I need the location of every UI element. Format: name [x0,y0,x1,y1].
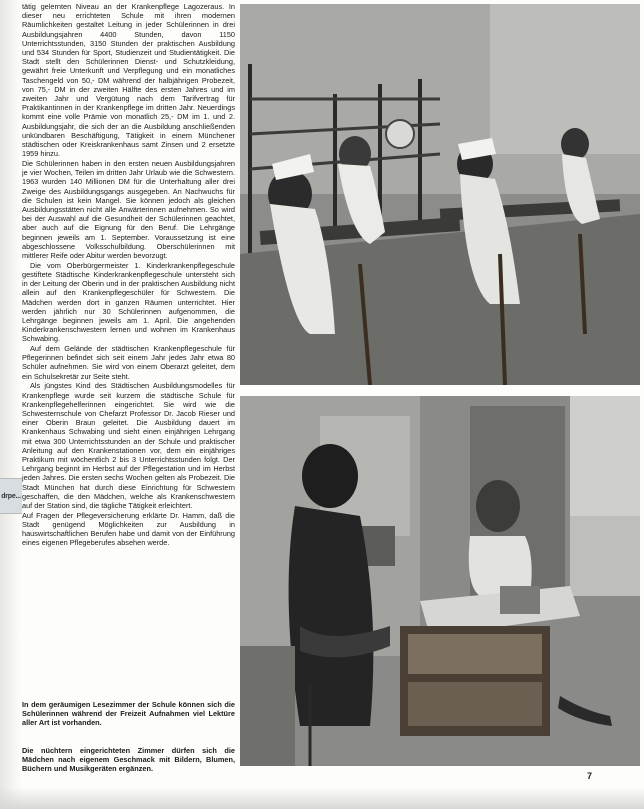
article-paragraph-5: Als jüngstes Kind des Städtischen Ausbildungsmodelles für Krankenpflege wurde seit kurzem die städtische Schule für Krankenpflegehelferinnen eingerichtet. Sie wird wie die Schwesternschule von Chefarzt Professor Dr. Jacob Rieser und einer Oberin Braun geleitet. Die Ausbildung dauert im Krankenhaus Schwabing und sieht einen einjährigen Lehrgang mit etwa 300 Unterrichtsstunden an der Schule und praktischer Anleitung auf den Krankenstationen vor, dem ein einjähriges Praktikum mit wöchentlich 2 bis 3 Unterrichtsstunden folgt. Der Lehrgang beginnt im Herbst auf der Pflegestation und im Herbst jeden Jahres. Die ersten sechs Wochen gelten als Probezeit. Die Stadt München hat durch diese Einrichtung für Schwestern geschaffen, die den Mädchen, welche als Krankenschwestern auf der Station sind, die tägliche Tätigkeit erleichtert. [22,381,235,510]
photo-caption-rooms: Die nüchtern eingerichteten Zimmer dürfen sich die Mädchen nach eigenem Geschmack mit Bildern, Blumen, Büchern und Musikgeräten ergänzen. [22,746,235,774]
neighbor-page-text: drpe... [1,492,21,500]
article-paragraph-4: Auf dem Gelände der städtischen Krankenpflegeschule für Pflegerinnen befindet sich seit einem Jahr jedes Jahr etwa 80 Schüler aufnehmen. Sie wird von einem Oberarzt geleitet, dem ein Schulsekretär zur Seite steht. [22,344,235,381]
page-bottom-shadow [0,787,644,809]
article-paragraph-3: Die vom Oberbürgermeister 1. Kinderkrankenpflegeschule gestiftete Städtische Kinderkrankenpflegeschule untersteht sich in der Leitung der Oberin und in der praktischen Ausbildung nicht allein auf den Krankenpflegeschüler für Schwestern. Die Mädchen werden dort in ganzen Räumen unterrichtet. Hier werden jährlich nur 30 Schülerinnen aufgenommen, die Lehrgänge beginnen jeweils am 1. April. Die angehenden Kinderkrankenschwestern lernen und wohnen im Krankenhaus Schwabing. [22,260,235,344]
dormitory-photo [240,396,640,766]
page-left-margin [0,0,22,809]
article-paragraph-2: Die Schülerinnen haben in den ersten neuen Ausbildungsjahren je vier Wochen, Teilen im dritten Jahr Urlaub wie die Schwestern. 1963 wurden 140 Millionen DM für die Unterhaltung aller drei Zweige des Ausbildungsgangs ausgegeben. An Nachwuchs für die Schulen ist kein Mangel. Sie können jedoch als gleichen Ausbildungsstätten nicht alle Anwärterinnen aufnehmen. So wird bei der Auswahl auf die Gesundheit der Schülerinnen geachtet, aber auch auf die Eignung für den Beruf. Die Lehrgänge beginnen jeweils am 1. September. Voraussetzung ist eine abgeschlossene Volksschulbildung. Oberschülerinnen mit mittlerer Reife oder Abitur werden bevorzugt. [22,158,235,260]
page-number: 7 [586,771,592,781]
classroom-photo-illustration [240,4,640,385]
article-paragraph-6: Auf Fragen der Pflegeversicherung erklärte Dr. Hamm, daß die Stadt genügend Möglichkeiten zur Ausbildung in hauswirtschaftlichen Berufen habe und damit von der Einführung eines eigenen Pflegeberufes absehen werde. [22,510,235,548]
photo-caption-reading-room: In dem geräumigen Lesezimmer der Schule können sich die Schülerinnen während der Freizeit Aufnahmen viel Lektüre aller Art ist vorhanden. [22,700,235,728]
classroom-photo [240,4,640,385]
neighbor-page-strip [0,478,22,514]
dormitory-photo-illustration [240,396,640,766]
article-body [22,2,235,696]
article-paragraph-1: tätig gelernten Niveau an der Krankenpflege Lagozeraus. In dieser neu errichteten Schule mit ihren modernen Räumlichkeiten gestaltet Leitung in jeder Schülerinnen in drei Ausbildungsjahren 4400 Stunden, davon 1150 Unterrichtsstunden, 3150 Stunden der praktischen Ausbildung und 534 Stunden für Sport, Studienzeit und Studientätigkeit. Die Stadt stellt den Schülerinnen Dienst- und Schutzkleidung, gewährt freie Unterkunft und Verpflegung und ein monatliches Taschengeld von 50,- DM während der halbjährigen Probezeit, von 75,- DM in der zweiten Hälfte des ersten Jahres und im zweiten Jahr und Vergütung nach dem Tarifvertrag für Praktikantinnen in der Krankenpflege im dritten Jahr. Neuerdings kommt eine volle Prämie von monatlich 25,- DM im 1. und 2. Ausbildungsjahr, die sich der an die Ausbildung anschließenden unkündbaren Beschäftigung, Tätigkeit in einem Münchener städtischen oder Kreiskrankenhaus samt Zinsen und 2 ersetzte 1959 hinzu. [22,2,235,159]
